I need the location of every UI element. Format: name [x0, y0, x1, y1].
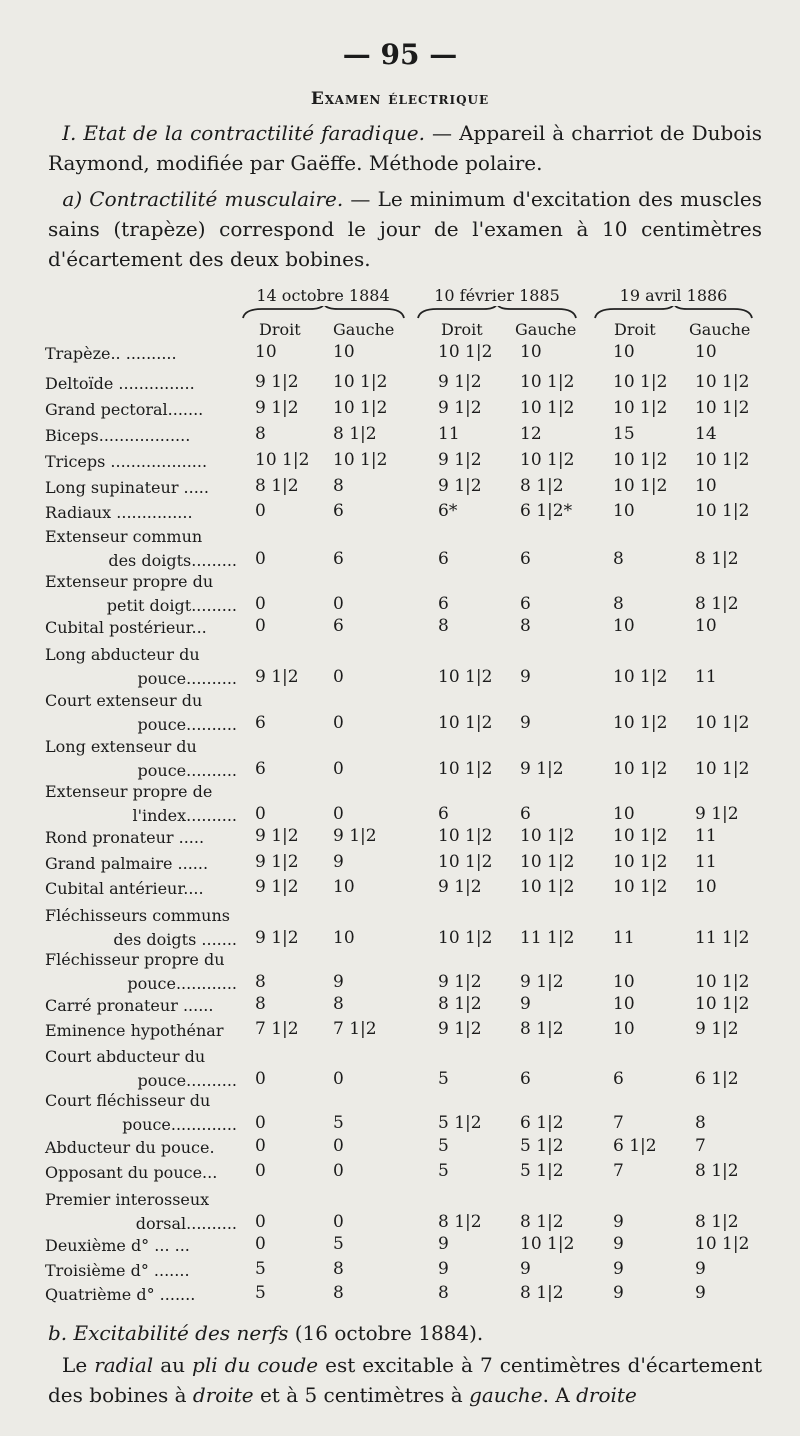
table-cell: 10 — [613, 994, 635, 1014]
muscle-label — [45, 372, 241, 396]
table-cell: 14 — [695, 424, 717, 444]
table-cell: 5 — [333, 1234, 344, 1254]
table-cell: 8 1|2 — [695, 549, 739, 569]
table-cell: 10 — [333, 928, 355, 948]
muscle-label — [45, 643, 241, 691]
muscle-label-line: Biceps.................. — [45, 426, 191, 445]
table-cell: 0 — [333, 667, 344, 687]
muscle-label-line: Fléchisseur propre du — [45, 950, 225, 969]
nerves-date: (16 octobre 1884). — [288, 1321, 484, 1345]
muscle-label-line: Fléchisseurs communs — [45, 906, 230, 925]
table-cell: 9 1|2 — [438, 1019, 482, 1039]
table-cell: 8 — [613, 549, 624, 569]
muscle-label-line: Eminence hypothénar — [45, 1021, 224, 1040]
muscle-label — [45, 735, 241, 783]
table-cell: 5 1|2 — [438, 1113, 482, 1133]
table-cell: 8 1|2 — [695, 1212, 739, 1232]
table-cell: 5 — [333, 1113, 344, 1133]
muscle-label-line: Deltoïde ............... — [45, 374, 195, 393]
table-cell: 8 — [333, 1283, 344, 1303]
table-cell: 9 1|2 — [438, 398, 482, 418]
table-cell: 0 — [255, 1234, 266, 1254]
muscle-label — [45, 1045, 241, 1093]
table-cell: 6 — [520, 594, 531, 614]
table-cell: 0 — [333, 594, 344, 614]
table-cell: 5 1|2 — [520, 1136, 564, 1156]
muscle-label — [45, 570, 241, 618]
nerves-gauche: gauche — [469, 1383, 543, 1407]
muscle-label — [45, 525, 241, 573]
nerves-pli: pli du coude — [192, 1353, 319, 1377]
subheader-droit-3: Droit — [614, 320, 656, 339]
table-cell: 10 1|2 — [695, 1234, 750, 1254]
muscle-label — [45, 476, 241, 500]
table-cell: 6 — [438, 549, 449, 569]
table-cell: 9 1|2 — [438, 972, 482, 992]
table-cell: 9 — [333, 972, 344, 992]
muscle-label — [45, 1019, 241, 1043]
table-cell: 10 1|2 — [520, 826, 575, 846]
muscle-label — [45, 1283, 241, 1307]
page-number: — 95 — — [342, 38, 458, 71]
table-cell: 5 — [438, 1161, 449, 1181]
table-cell: 10 1|2 — [438, 928, 493, 948]
table-cell: 5 — [255, 1259, 266, 1279]
table-cell: 9 1|2 — [438, 877, 482, 897]
table-cell: 9 — [520, 1259, 531, 1279]
table-cell: 10 — [333, 877, 355, 897]
nerves-text-3: est excitable à 7 centimètres d'écartement des bobines à — [48, 1353, 762, 1407]
muscle-label — [45, 826, 241, 850]
table-cell: 9 1|2 — [255, 667, 299, 687]
table-cell: 8 1|2 — [695, 1161, 739, 1181]
nerves-text-5: . A — [542, 1383, 577, 1407]
table-cell: 7 — [613, 1161, 624, 1181]
muscle-label-line: Deuxième d° ... ... — [45, 1236, 190, 1255]
table-cell: 8 1|2 — [520, 1212, 564, 1232]
nerves-droite-2: droite — [576, 1383, 637, 1407]
muscle-label-line: Extenseur propre du — [45, 572, 214, 591]
table-cell: 8 1|2 — [438, 994, 482, 1014]
muscle-label-line: Extenseur commun — [45, 527, 203, 546]
table-cell: 10 1|2 — [695, 759, 750, 779]
muscle-label — [45, 994, 241, 1018]
table-cell: 6 — [255, 713, 266, 733]
table-cell: 0 — [255, 1212, 266, 1232]
muscle-label-line: Trapèze.. .......... — [45, 344, 177, 363]
muscle-label-line: Cubital postérieur... — [45, 618, 207, 637]
muscle-label-line: Opposant du pouce... — [45, 1163, 218, 1182]
subheader-droit-2: Droit — [441, 320, 483, 339]
muscle-label — [45, 1234, 241, 1258]
table-cell: 10 — [613, 342, 635, 362]
muscle-label-continuation: pouce............. — [122, 1115, 237, 1134]
table-cell: 9 — [695, 1283, 706, 1303]
table-cell: 0 — [333, 1136, 344, 1156]
table-cell: 6 — [520, 1069, 531, 1089]
table-cell: 8 — [438, 616, 449, 636]
table-cell: 8 — [255, 424, 266, 444]
table-cell: 9 1|2 — [255, 928, 299, 948]
table-cell: 9 1|2 — [520, 759, 564, 779]
nerves-heading — [48, 1318, 762, 1348]
date-header-3: 19 avril 1886 — [619, 286, 728, 305]
table-cell: 10 1|2 — [695, 398, 750, 418]
table-cell: 0 — [333, 1212, 344, 1232]
table-cell: 10 1|2 — [695, 972, 750, 992]
muscle-label-line: Cubital antérieur.... — [45, 879, 204, 898]
table-cell: 9 — [333, 852, 344, 872]
table-cell: 8 — [333, 994, 344, 1014]
muscle-label-line: Radiaux ............... — [45, 503, 193, 522]
muscle-label-continuation: pouce.......... — [137, 761, 237, 780]
muscle-label-line: Extenseur propre de — [45, 782, 213, 801]
table-cell: 10 — [695, 616, 717, 636]
muscle-label — [45, 501, 241, 525]
date-header-1: 14 octobre 1884 — [256, 286, 390, 305]
musculaire-title: a) Contractilité musculaire. — [62, 187, 344, 211]
subheader-gauche-3: Gauche — [689, 320, 751, 339]
table-cell: 11 — [695, 667, 717, 687]
table-cell: 10 1|2 — [695, 450, 750, 470]
muscle-label — [45, 1188, 241, 1236]
table-cell: 10 — [613, 501, 635, 521]
table-cell: 9 1|2 — [333, 826, 377, 846]
faradique-title: I. Etat de la contractilité faradique. — [62, 121, 425, 145]
table-cell: 10 1|2 — [520, 450, 575, 470]
table-cell: 6 1|2 — [613, 1136, 657, 1156]
muscle-label — [45, 342, 241, 366]
table-cell: 10 — [613, 804, 635, 824]
table-cell: 0 — [255, 501, 266, 521]
table-cell: 9 — [520, 667, 531, 687]
table-cell: 9 1|2 — [438, 476, 482, 496]
muscle-label — [45, 450, 241, 474]
nerves-title: b. Excitabilité des nerfs — [48, 1321, 289, 1345]
subheader-gauche-2: Gauche — [515, 320, 577, 339]
table-cell: 6* — [438, 501, 458, 521]
table-cell: 8 1|2 — [695, 594, 739, 614]
nerves-text-1: Le — [62, 1353, 95, 1377]
muscle-label — [45, 424, 241, 448]
column-braces — [0, 306, 800, 322]
table-cell: 0 — [333, 759, 344, 779]
table-cell: 8 1|2 — [520, 476, 564, 496]
table-cell: 10 1|2 — [520, 372, 575, 392]
table-cell: 9 1|2 — [255, 877, 299, 897]
muscle-label — [45, 1089, 241, 1137]
table-cell: 8 1|2 — [520, 1283, 564, 1303]
table-cell: 6 1|2 — [520, 1113, 564, 1133]
table-cell: 6 — [438, 594, 449, 614]
table-cell: 8 1|2 — [255, 476, 299, 496]
table-cell: 8 1|2 — [333, 424, 377, 444]
table-cell: 6 — [613, 1069, 624, 1089]
muscle-label-continuation: des doigts ....... — [113, 930, 237, 949]
muscle-label-line: Long supinateur ..... — [45, 478, 209, 497]
table-cell: 10 1|2 — [520, 398, 575, 418]
musculaire-text: — Le minimum d'excitation des muscles sains (trapèze) correspond le jour de l'examen à 10 centimètres d'écartement des deux bobines. — [48, 187, 762, 271]
muscle-label-line: Long abducteur du — [45, 645, 200, 664]
paragraph-musculaire — [48, 184, 762, 274]
nerves-text-2: au — [153, 1353, 193, 1377]
table-cell: 10 — [613, 616, 635, 636]
table-cell: 8 — [333, 476, 344, 496]
muscle-label-line: Long extenseur du — [45, 737, 197, 756]
table-cell: 9 1|2 — [255, 372, 299, 392]
table-cell: 6 — [255, 759, 266, 779]
table-cell: 8 1|2 — [520, 1019, 564, 1039]
table-cell: 9 1|2 — [695, 804, 739, 824]
table-cell: 9 — [613, 1234, 624, 1254]
muscle-label-line: Troisième d° ....... — [45, 1261, 190, 1280]
muscle-label-continuation: pouce.......... — [137, 715, 237, 734]
table-cell: 10 1|2 — [333, 372, 388, 392]
muscle-label — [45, 1136, 241, 1160]
table-cell: 8 — [333, 1259, 344, 1279]
muscle-label — [45, 948, 241, 996]
table-cell: 0 — [255, 1161, 266, 1181]
table-cell: 8 — [695, 1113, 706, 1133]
muscle-label — [45, 852, 241, 876]
table-cell: 6 — [520, 804, 531, 824]
table-cell: 10 1|2 — [438, 667, 493, 687]
table-cell: 9 — [613, 1212, 624, 1232]
muscle-label-line: Grand palmaire ...... — [45, 854, 209, 873]
muscle-label — [45, 689, 241, 737]
table-cell: 6 1|2 — [695, 1069, 739, 1089]
table-cell: 9 — [613, 1283, 624, 1303]
muscle-label — [45, 780, 241, 828]
table-cell: 10 1|2 — [438, 759, 493, 779]
muscle-label-continuation: pouce.......... — [137, 669, 237, 688]
table-cell: 10 1|2 — [520, 852, 575, 872]
table-cell: 9 — [438, 1234, 449, 1254]
muscle-label — [45, 1259, 241, 1283]
muscle-label — [45, 398, 241, 422]
table-cell: 0 — [255, 1113, 266, 1133]
table-cell: 10 — [613, 972, 635, 992]
muscle-label-continuation: pouce............ — [127, 974, 237, 993]
table-cell: 0 — [333, 804, 344, 824]
table-cell: 9 1|2 — [438, 372, 482, 392]
table-cell: 10 — [695, 476, 717, 496]
nerves-text-4: et à 5 centimètres à — [253, 1383, 470, 1407]
muscle-label-continuation: dorsal.......... — [135, 1214, 237, 1233]
table-cell: 10 1|2 — [438, 826, 493, 846]
muscle-label-line: Rond pronateur ..... — [45, 828, 205, 847]
muscle-label-continuation: l'index.......... — [132, 806, 237, 825]
table-cell: 10 1|2 — [613, 372, 668, 392]
table-cell: 10 — [333, 342, 355, 362]
table-cell: 10 — [613, 1019, 635, 1039]
table-cell: 8 — [255, 994, 266, 1014]
table-cell: 11 — [695, 826, 717, 846]
table-cell: 10 1|2 — [613, 759, 668, 779]
table-cell: 0 — [333, 1069, 344, 1089]
table-cell: 8 — [520, 616, 531, 636]
faradique-text: — Appareil à charriot de Dubois Raymond, modifiée par Gaëffe. Méthode polaire. — [48, 121, 763, 175]
table-cell: 10 1|2 — [255, 450, 310, 470]
table-cell: 10 1|2 — [520, 1234, 575, 1254]
table-cell: 10 1|2 — [613, 826, 668, 846]
muscle-label-line: Premier interosseux — [45, 1190, 210, 1209]
table-cell: 8 — [255, 972, 266, 992]
table-cell: 10 1|2 — [695, 994, 750, 1014]
table-cell: 9 — [613, 1259, 624, 1279]
table-cell: 11 — [438, 424, 460, 444]
table-cell: 10 1|2 — [520, 877, 575, 897]
section-heading: Examen électrique — [310, 89, 490, 109]
subheader-gauche-1: Gauche — [333, 320, 395, 339]
muscle-label-continuation: pouce.......... — [137, 1071, 237, 1090]
table-cell: 6 — [520, 549, 531, 569]
table-cell: 0 — [255, 549, 266, 569]
table-cell: 9 1|2 — [695, 1019, 739, 1039]
table-cell: 7 — [613, 1113, 624, 1133]
table-cell: 10 1|2 — [438, 852, 493, 872]
table-cell: 12 — [520, 424, 542, 444]
table-cell: 10 1|2 — [695, 501, 750, 521]
table-cell: 11 — [613, 928, 635, 948]
table-cell: 9 1|2 — [255, 826, 299, 846]
table-cell: 10 1|2 — [438, 342, 493, 362]
muscle-label-line: Court extenseur du — [45, 691, 203, 710]
table-cell: 7 — [695, 1136, 706, 1156]
table-cell: 10 1|2 — [613, 877, 668, 897]
table-cell: 11 1|2 — [695, 928, 750, 948]
table-cell: 10 — [520, 342, 542, 362]
table-cell: 9 1|2 — [255, 852, 299, 872]
table-cell: 7 1|2 — [255, 1019, 299, 1039]
muscle-label-line: Quatrième d° ....... — [45, 1285, 196, 1304]
table-cell: 6 1|2* — [520, 501, 573, 521]
table-cell: 5 1|2 — [520, 1161, 564, 1181]
table-cell: 10 1|2 — [333, 450, 388, 470]
table-cell: 9 — [438, 1259, 449, 1279]
muscle-label-continuation: des doigts......... — [108, 551, 237, 570]
table-cell: 9 1|2 — [255, 398, 299, 418]
table-cell: 6 — [333, 501, 344, 521]
table-cell: 6 — [333, 549, 344, 569]
muscle-label-continuation: petit doigt......... — [106, 596, 237, 615]
table-cell: 10 — [695, 342, 717, 362]
table-cell: 10 1|2 — [333, 398, 388, 418]
table-cell: 10 1|2 — [695, 372, 750, 392]
table-cell: 9 — [695, 1259, 706, 1279]
table-cell: 8 — [613, 594, 624, 614]
subheader-droit-1: Droit — [259, 320, 301, 339]
table-cell: 6 — [438, 804, 449, 824]
table-cell: 6 — [333, 616, 344, 636]
table-cell: 0 — [255, 804, 266, 824]
table-cell: 0 — [333, 713, 344, 733]
table-cell: 0 — [255, 1136, 266, 1156]
muscle-label-line: Abducteur du pouce. — [45, 1138, 215, 1157]
table-cell: 0 — [255, 616, 266, 636]
table-cell: 0 — [255, 594, 266, 614]
table-cell: 10 1|2 — [613, 398, 668, 418]
muscle-label — [45, 1161, 241, 1185]
date-header-2: 10 février 1885 — [434, 286, 560, 305]
nerves-radial: radial — [94, 1353, 154, 1377]
table-cell: 10 — [255, 342, 277, 362]
table-cell: 0 — [333, 1161, 344, 1181]
muscle-label-line: Triceps ................... — [45, 452, 208, 471]
nerves-paragraph — [48, 1350, 762, 1410]
table-cell: 11 — [695, 852, 717, 872]
table-cell: 10 — [695, 877, 717, 897]
table-cell: 7 1|2 — [333, 1019, 377, 1039]
muscle-label-line: Grand pectoral....... — [45, 400, 204, 419]
muscle-label — [45, 616, 241, 640]
paragraph-faradique — [48, 118, 762, 178]
table-cell: 10 1|2 — [613, 476, 668, 496]
muscle-label-line: Court fléchisseur du — [45, 1091, 211, 1110]
table-cell: 9 1|2 — [438, 450, 482, 470]
muscle-label — [45, 904, 241, 952]
muscle-label — [45, 877, 241, 901]
table-cell: 10 1|2 — [438, 713, 493, 733]
table-cell: 10 1|2 — [613, 450, 668, 470]
table-cell: 5 — [438, 1069, 449, 1089]
table-cell: 10 1|2 — [613, 667, 668, 687]
table-cell: 15 — [613, 424, 635, 444]
table-cell: 5 — [438, 1136, 449, 1156]
table-cell: 8 — [438, 1283, 449, 1303]
table-cell: 11 1|2 — [520, 928, 575, 948]
table-cell: 0 — [255, 1069, 266, 1089]
table-cell: 10 1|2 — [613, 852, 668, 872]
nerves-droite: droite — [192, 1383, 254, 1407]
table-cell: 10 1|2 — [613, 713, 668, 733]
table-cell: 9 — [520, 994, 531, 1014]
table-cell: 10 1|2 — [695, 713, 750, 733]
table-cell: 8 1|2 — [438, 1212, 482, 1232]
table-cell: 5 — [255, 1283, 266, 1303]
muscle-label-line: Carré pronateur ...... — [45, 996, 214, 1015]
table-cell: 9 — [520, 713, 531, 733]
table-cell: 9 1|2 — [520, 972, 564, 992]
muscle-label-line: Court abducteur du — [45, 1047, 206, 1066]
